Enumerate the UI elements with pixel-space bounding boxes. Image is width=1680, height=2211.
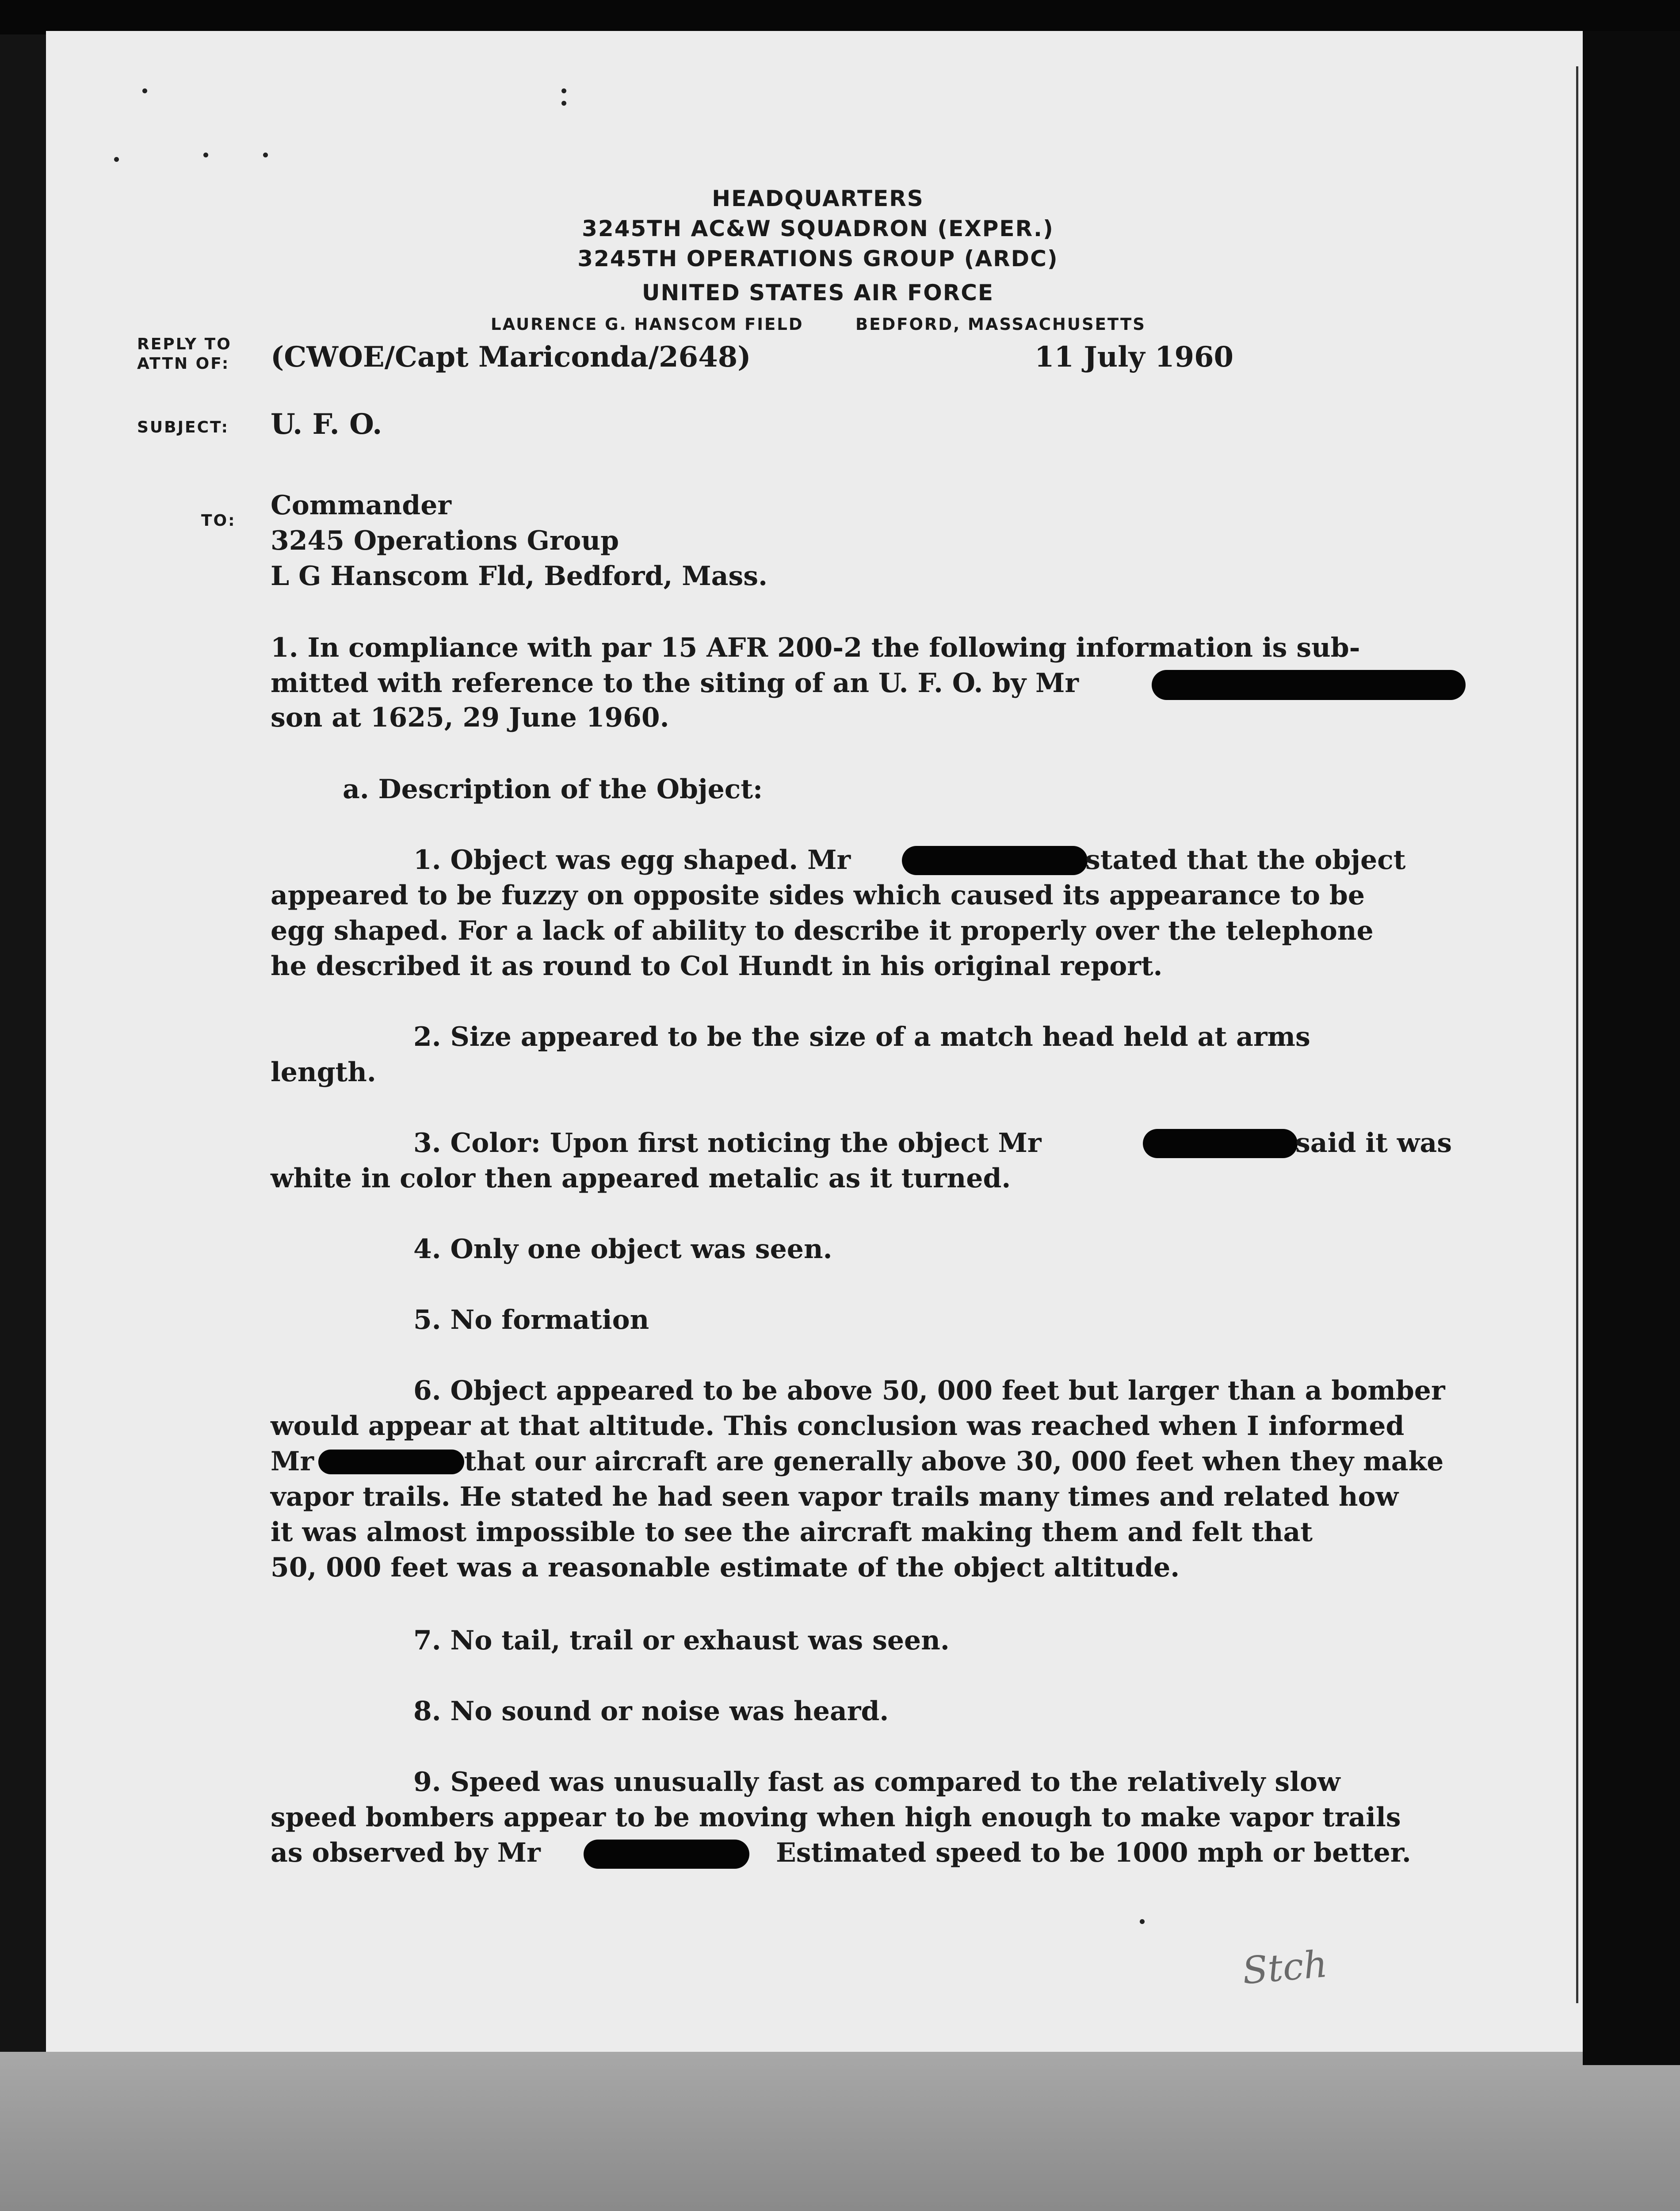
to-line-1: Commander bbox=[271, 490, 451, 521]
letterhead-line-3: 3245TH OPERATIONS GROUP (ARDC) bbox=[577, 246, 1058, 272]
section-a-heading: a. Description of the Object: bbox=[343, 774, 763, 805]
scan-speck bbox=[203, 153, 208, 157]
item-3-line-1a: 3. Color: Upon first noticing the object Mr bbox=[413, 1128, 1042, 1159]
item-3-line-2: white in color then appeared metalic as it turned. bbox=[271, 1163, 1011, 1194]
redaction-bar bbox=[1152, 670, 1466, 700]
redaction-bar bbox=[902, 846, 1088, 875]
scan-speck bbox=[561, 88, 566, 93]
redaction-bar bbox=[318, 1450, 464, 1474]
scan-speck bbox=[142, 88, 147, 93]
letterhead-line-2: 3245TH AC&W SQUADRON (EXPER.) bbox=[582, 216, 1054, 241]
item-2-line-2: length. bbox=[271, 1057, 376, 1088]
item-6-line-5: it was almost impossible to see the aircraft making them and felt that bbox=[271, 1517, 1313, 1548]
subject-value: U. F. O. bbox=[271, 408, 382, 441]
scan-speck bbox=[561, 101, 566, 106]
letter-date: 11 July 1960 bbox=[1035, 340, 1234, 374]
letterhead-location-left: LAURENCE G. HANSCOM FIELD bbox=[491, 315, 804, 334]
letterhead-line-4: UNITED STATES AIR FORCE bbox=[641, 280, 994, 306]
item-9-line-1: 9. Speed was unusually fast as compared to the relatively slow bbox=[413, 1767, 1340, 1798]
item-9-line-2: speed bombers appear to be moving when high enough to make vapor trails bbox=[271, 1802, 1401, 1833]
letterhead-location-right: BEDFORD, MASSACHUSETTS bbox=[855, 315, 1146, 334]
item-3-line-1b: said it was bbox=[1295, 1128, 1452, 1159]
to-label: TO: bbox=[201, 512, 236, 530]
item-6-line-3a: Mr bbox=[271, 1446, 314, 1477]
item-9-line-3a: as observed by Mr bbox=[271, 1837, 541, 1868]
redaction-bar bbox=[1143, 1129, 1298, 1158]
scan-speck bbox=[1140, 1919, 1145, 1924]
intro-line-2: mitted with reference to the siting of an U. F. O. by Mr bbox=[271, 668, 1079, 699]
intro-line-1: 1. In compliance with par 15 AFR 200-2 the following information is sub- bbox=[271, 632, 1360, 663]
reply-to-label: REPLY TO bbox=[137, 335, 232, 353]
item-6-line-1: 6. Object appeared to be above 50, 000 feet but larger than a bomber bbox=[413, 1375, 1445, 1406]
to-line-2: 3245 Operations Group bbox=[271, 525, 619, 556]
item-2-line-1: 2. Size appeared to be the size of a match head held at arms bbox=[413, 1021, 1310, 1052]
scan-speck bbox=[114, 157, 119, 162]
item-9-line-3b: Estimated speed to be 1000 mph or better. bbox=[776, 1837, 1411, 1868]
letterhead-line-1: HEADQUARTERS bbox=[712, 186, 924, 211]
attn-of-label: ATTN OF: bbox=[137, 355, 230, 373]
item-1-line-2: appeared to be fuzzy on opposite sides which caused its appearance to be bbox=[271, 880, 1365, 911]
scan-speck bbox=[263, 153, 268, 157]
item-1-line-3: egg shaped. For a lack of ability to describe it properly over the telephone bbox=[271, 915, 1374, 946]
film-frame-top bbox=[0, 0, 1680, 34]
item-6-line-3b: that our aircraft are generally above 30, 000 feet when they make bbox=[464, 1446, 1444, 1477]
item-6-line-2: would appear at that altitude. This conclusion was reached when I informed bbox=[271, 1411, 1405, 1442]
redaction-bar bbox=[584, 1840, 749, 1869]
item-8: 8. No sound or noise was heard. bbox=[413, 1696, 889, 1727]
underlying-sheet bbox=[0, 2052, 1680, 2211]
item-5: 5. No formation bbox=[413, 1304, 649, 1335]
intro-line-3: son at 1625, 29 June 1960. bbox=[271, 702, 669, 733]
to-line-3: L G Hanscom Fld, Bedford, Mass. bbox=[271, 561, 767, 592]
item-1-line-4: he described it as round to Col Hundt in his original report. bbox=[271, 951, 1163, 982]
reply-to-value: (CWOE/Capt Mariconda/2648) bbox=[271, 340, 751, 374]
item-6-line-6: 50, 000 feet was a reasonable estimate of the object altitude. bbox=[271, 1552, 1180, 1583]
item-6-line-4: vapor trails. He stated he had seen vapor trails many times and related how bbox=[271, 1481, 1399, 1512]
item-4: 4. Only one object was seen. bbox=[413, 1234, 832, 1265]
page-edge-line bbox=[1576, 66, 1578, 2003]
handwritten-initials: Stch bbox=[1241, 1942, 1329, 1993]
subject-label: SUBJECT: bbox=[137, 418, 229, 436]
film-frame-right bbox=[1583, 31, 1680, 2065]
item-7: 7. No tail, trail or exhaust was seen. bbox=[413, 1625, 950, 1656]
item-1-line-1b: stated that the object bbox=[1085, 845, 1406, 876]
item-1-line-1a: 1. Object was egg shaped. Mr bbox=[413, 845, 851, 876]
